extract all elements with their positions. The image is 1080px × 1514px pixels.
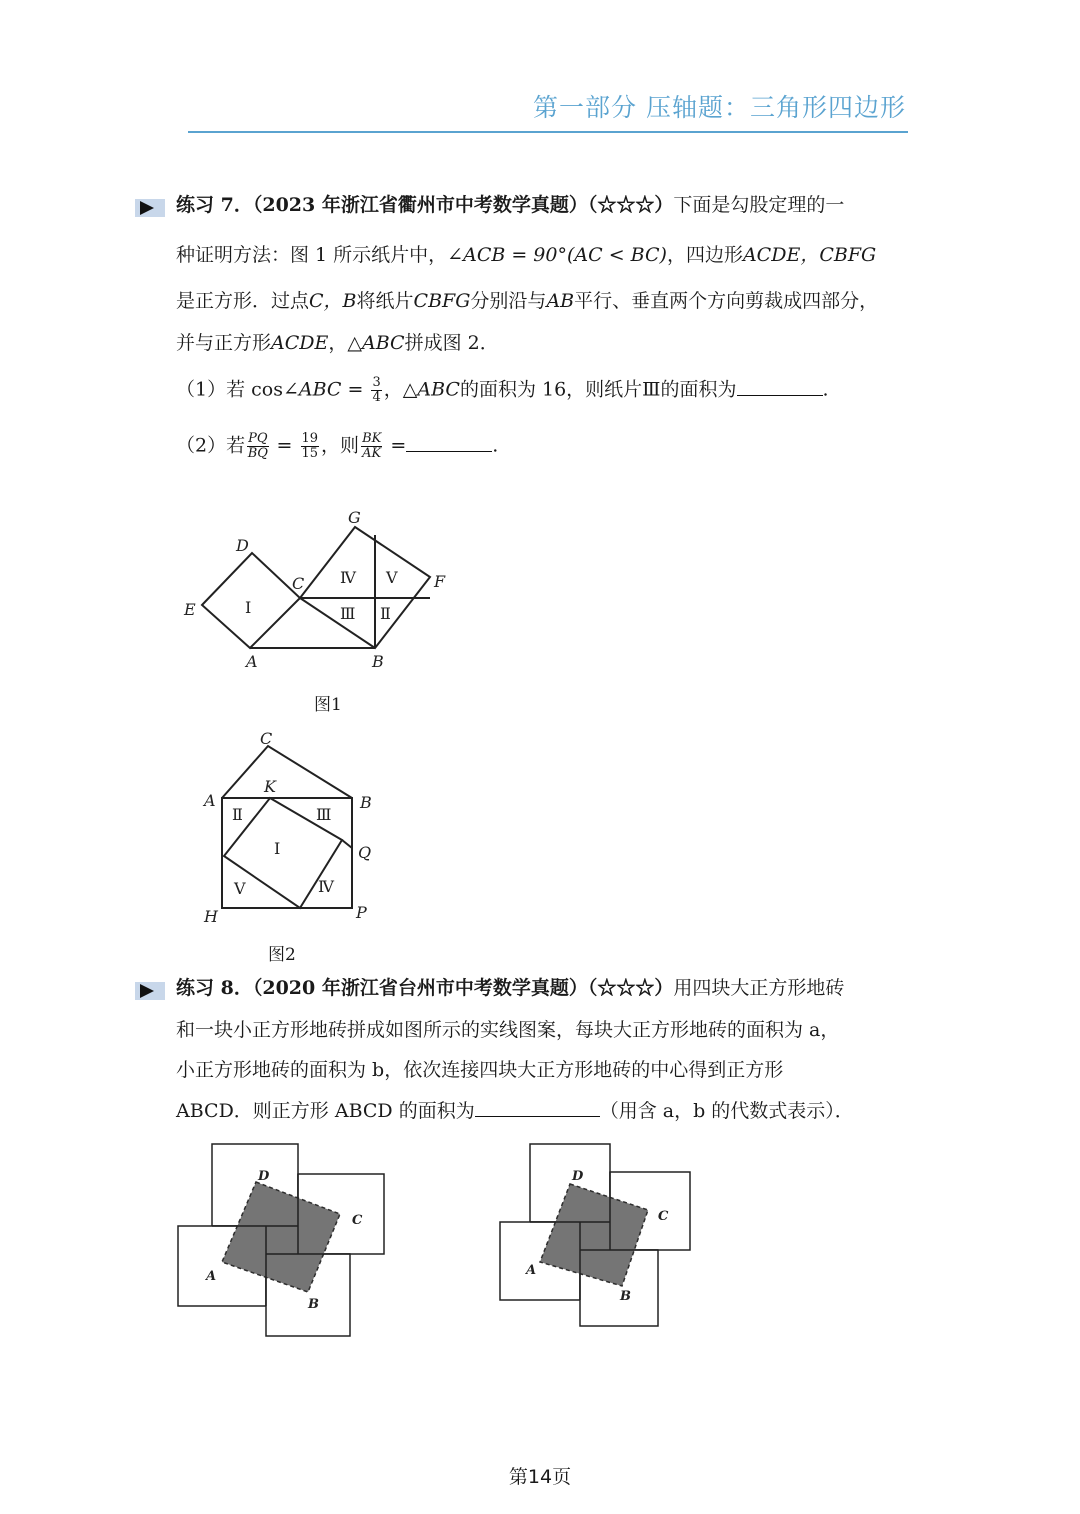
problem-marker-icon xyxy=(135,199,165,217)
text: = xyxy=(384,434,407,457)
numerator: BK xyxy=(362,431,382,446)
problem8-text: 用四块大正方形地砖 xyxy=(673,977,845,999)
problem7-line3 xyxy=(176,288,878,314)
label-E: E xyxy=(184,600,196,619)
math: C，B xyxy=(309,290,357,312)
region-I: Ⅰ xyxy=(274,839,281,858)
problem7-q2 xyxy=(176,432,498,461)
text: . xyxy=(822,378,829,401)
square-cbfg xyxy=(300,527,430,648)
page-number: 第14页 xyxy=(508,1466,572,1488)
text: ，则 xyxy=(321,434,360,457)
answer-blank[interactable] xyxy=(406,433,492,452)
text: ，△ xyxy=(383,378,418,401)
math: ABC xyxy=(298,378,342,401)
problem7-line2 xyxy=(176,242,876,268)
region-III: Ⅲ xyxy=(316,805,332,824)
header-rule xyxy=(188,131,908,133)
problem8-line4 xyxy=(176,1098,854,1124)
label-F: F xyxy=(434,572,446,591)
label-D: D xyxy=(236,536,249,555)
math: CBFG xyxy=(413,290,471,312)
text: = xyxy=(341,378,370,401)
figure1-caption: 图1 xyxy=(314,695,342,715)
problem8-line2: 和一块小正方形地砖拼成如图所示的实线图案，每块大正方形地砖的面积为 a， xyxy=(176,1019,840,1041)
math: AB xyxy=(546,290,575,312)
math: ABC xyxy=(362,332,405,354)
fraction xyxy=(361,432,382,461)
text: 将纸片 xyxy=(356,290,414,312)
problem8-label: 练习 8． xyxy=(176,977,253,999)
numerator: PQ xyxy=(248,431,268,446)
label-D: D xyxy=(258,1169,270,1184)
answer-blank[interactable] xyxy=(475,1098,600,1117)
problem-marker-icon xyxy=(135,982,165,1000)
problem8-source: （2020 年浙江省台州市中考数学真题）（☆☆☆） xyxy=(252,977,674,999)
figure2-caption: 图2 xyxy=(268,945,296,965)
text: = xyxy=(270,434,299,457)
problem7-line4 xyxy=(176,330,499,356)
region-III: Ⅲ xyxy=(340,604,356,623)
label-B: B xyxy=(620,1289,631,1304)
denominator: 15 xyxy=(301,446,319,461)
figure1 xyxy=(180,505,460,675)
label-G: G xyxy=(348,508,361,527)
header-title: 第一部分 压轴题：三角形四边形 xyxy=(533,93,906,122)
label-A: A xyxy=(526,1263,537,1278)
region-V: Ⅴ xyxy=(386,568,398,587)
text: ，四边形 xyxy=(666,244,743,266)
figure8b xyxy=(498,1142,694,1330)
fraction xyxy=(301,432,320,461)
numerator: 19 xyxy=(301,431,319,446)
label-A: A xyxy=(204,791,216,810)
text: ，△ xyxy=(328,332,363,354)
problem8-line1 xyxy=(176,975,844,1001)
problem8-line3: 小正方形地砖的面积为 b，依次连接四块大正方形地砖的中心得到正方形 xyxy=(176,1059,784,1081)
region-II: Ⅱ xyxy=(232,805,243,824)
text: . xyxy=(492,434,499,457)
label-A: A xyxy=(246,652,258,671)
label-C: C xyxy=(352,1213,363,1228)
answer-blank[interactable] xyxy=(737,377,823,396)
text: （1）若 cos∠ xyxy=(176,378,299,401)
text: （2）若 xyxy=(176,434,246,457)
problem7-text: 下面是勾股定理的一 xyxy=(673,194,845,216)
figure2 xyxy=(196,728,386,928)
math: ACDE，CBFG xyxy=(742,244,877,266)
region-V: Ⅴ xyxy=(234,879,246,898)
text: （用含 a，b 的代数式表示）． xyxy=(599,1100,854,1122)
text: 并与正方形 xyxy=(176,332,272,354)
label-A: A xyxy=(206,1269,217,1284)
problem7-label: 练习 7． xyxy=(176,194,253,216)
text: 拼成图 2． xyxy=(404,332,499,354)
text: ABCD．则正方形 ABCD 的面积为 xyxy=(176,1100,475,1122)
math: ACDE xyxy=(271,332,329,354)
fraction xyxy=(371,376,381,405)
label-P: P xyxy=(356,903,367,922)
label-C: C xyxy=(260,729,273,748)
text: 平行、垂直两个方向剪裁成四部分， xyxy=(574,290,879,312)
denominator: BQ xyxy=(247,446,268,461)
label-B: B xyxy=(308,1297,319,1312)
region-I: Ⅰ xyxy=(245,598,252,617)
text: 的面积为 16，则纸片Ⅲ的面积为 xyxy=(459,378,737,401)
label-D: D xyxy=(572,1169,584,1184)
label-C: C xyxy=(658,1209,669,1224)
region-IV: Ⅳ xyxy=(318,877,334,896)
segment-q xyxy=(342,840,352,848)
numerator: 3 xyxy=(372,375,381,390)
region-IV: Ⅳ xyxy=(340,568,356,587)
figure8a xyxy=(176,1142,388,1338)
denominator: AK xyxy=(362,446,382,461)
fraction xyxy=(247,432,268,461)
region-II: Ⅱ xyxy=(380,604,391,623)
label-H: H xyxy=(204,907,218,926)
label-Q: Q xyxy=(358,843,372,862)
denominator: 4 xyxy=(372,390,381,405)
text: 是正方形．过点 xyxy=(176,290,310,312)
label-B: B xyxy=(372,652,384,671)
problem7-q1 xyxy=(176,376,829,405)
math: ∠ACB = 90°(AC < BC) xyxy=(447,244,667,266)
triangle-abc xyxy=(222,746,352,798)
text: 分别沿与 xyxy=(470,290,547,312)
text: 种证明方法：图 1 所示纸片中， xyxy=(176,244,448,266)
label-B: B xyxy=(360,793,372,812)
math: ABC xyxy=(417,378,460,401)
label-K: K xyxy=(264,777,276,796)
problem7-source: （2023 年浙江省衢州市中考数学真题）（☆☆☆） xyxy=(252,194,674,216)
label-C: C xyxy=(292,574,305,593)
problem7-line1 xyxy=(176,192,844,218)
